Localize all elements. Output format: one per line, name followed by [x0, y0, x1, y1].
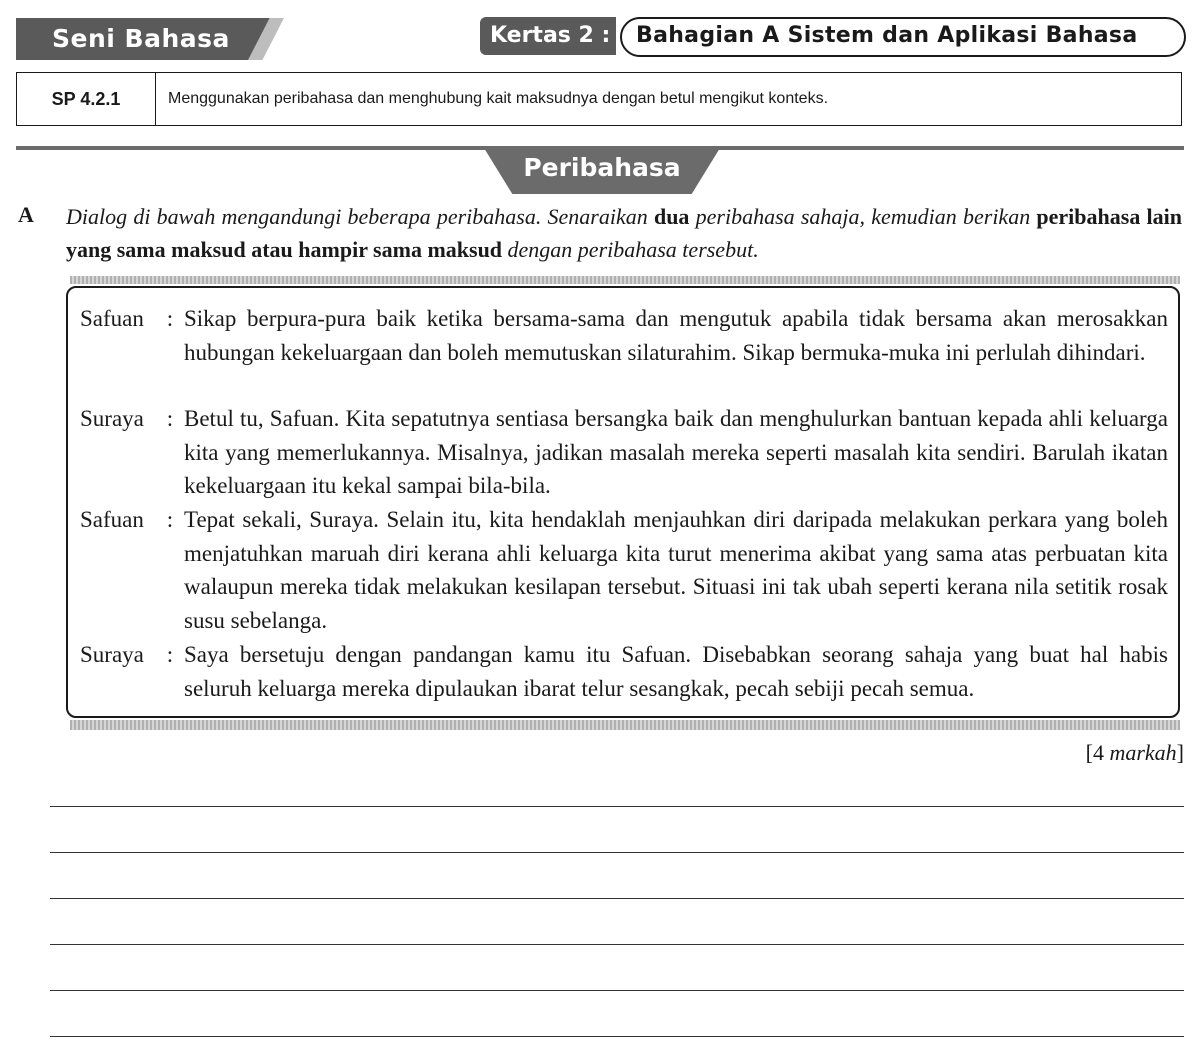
- dialog-shadow-bottom: [70, 720, 1180, 730]
- dialog-shadow-top: [70, 276, 1180, 284]
- topic-title: Peribahasa: [523, 153, 681, 182]
- dialog-line: Safuan : Sikap berpura-pura baik ketika bersama-sama dan mengutuk apabila tidak bersama akan merosakkan hubungan kekeluargaan dan boleh memutuskan silaturahim. Sikap bermuka-muka ini perlulah dihindari.: [80, 302, 1168, 369]
- paper-label: Kertas 2 :: [490, 23, 611, 48]
- question-letter: A: [18, 202, 34, 227]
- dialog-text: Tepat sekali, Suraya. Selain itu, kita hendaklah menjauhkan diri daripada melakukan perkara yang boleh menjatuhkan maruah diri kerana ahli keluarga kita turut menerima akibat yang sama atas perbuatan kita walaupun mereka tidak melakukan kesilapan tersebut. Situasi ini tak ubah seperti kerana nila setitik rosak susu sebelanga.: [184, 507, 1168, 633]
- dialog-line: Suraya : Saya bersetuju dengan pandangan kamu itu Safuan. Disebabkan seorang sahaja yang buat hal habis seluruh keluarga mereka dipulaukan ibarat telur sesangkak, pecah sebiji pecah semua.: [80, 638, 1168, 705]
- question-emphasis-task: peribahasa lain yang sama maksud atau hampir sama maksud: [66, 204, 1183, 262]
- dialog-text: Sikap berpura-pura baik ketika bersama-sama dan mengutuk apabila tidak bersama akan merosakkan hubungan kekeluargaan dan boleh memutuskan silaturahim. Sikap bermuka-muka ini perlulah dihindari.: [184, 306, 1168, 365]
- question-emphasis-count: dua: [653, 204, 690, 229]
- answer-line[interactable]: [50, 944, 1184, 945]
- answer-line[interactable]: [50, 806, 1184, 807]
- standard-description: Menggunakan peribahasa dan menghubung kait maksudnya dengan betul mengikut konteks.: [168, 90, 829, 107]
- dialog-speaker: Suraya: [80, 642, 144, 667]
- standard-table: [16, 72, 1182, 126]
- subject-label: Seni Bahasa: [52, 24, 230, 53]
- dialog-text: Betul tu, Safuan. Kita sepatutnya sentiasa bersangka baik dan menghulurkan bantuan kepada ahli keluarga kita yang memerlukannya. Misalnya, jadikan masalah mereka seperti masalah kita sendiri. Barulah ikatan kekeluargaan itu kekal sampai bila-bila.: [184, 406, 1168, 499]
- dialog-speaker: Suraya: [80, 406, 144, 431]
- dialog-line: Safuan : Tepat sekali, Suraya. Selain itu, kita hendaklah menjauhkan diri daripada melakukan perkara yang boleh menjatuhkan maruah diri kerana ahli keluarga kita turut menerima akibat yang sama atas perbuatan kita walaupun mereka tidak melakukan kesilapan tersebut. Situasi ini tak ubah seperti kerana nila setitik rosak susu sebelanga.: [80, 503, 1168, 637]
- marks-label: [4 markah]: [1085, 740, 1184, 765]
- dialog-line: Suraya : Betul tu, Safuan. Kita sepatutnya sentiasa bersangka baik dan menghulurkan bantuan kepada ahli keluarga kita yang memerlukannya. Misalnya, jadikan masalah mereka seperti masalah kita sendiri. Barulah ikatan kekeluargaan itu kekal sampai bila-bila.: [80, 402, 1168, 503]
- question-instruction: Dialog di bawah mengandungi beberapa peribahasa. Senaraikan dua peribahasa sahaja, kemudian berikan peribahasa lain yang sama maksud atau hampir sama maksud dengan peribahasa tersebut.: [66, 204, 1183, 262]
- answer-line[interactable]: [50, 898, 1184, 899]
- answer-line[interactable]: [50, 990, 1184, 991]
- dialog-speaker: Safuan: [80, 306, 144, 331]
- standard-code: SP 4.2.1: [17, 73, 156, 125]
- answer-line[interactable]: [50, 852, 1184, 853]
- answer-line[interactable]: [50, 1036, 1184, 1037]
- dialog-speaker: Safuan: [80, 507, 144, 532]
- dialog-text: Saya bersetuju dengan pandangan kamu itu Safuan. Disebabkan seorang sahaja yang buat hal habis seluruh keluarga mereka dipulaukan ibarat telur sesangkak, pecah sebiji pecah semua.: [184, 642, 1168, 701]
- section-label: Bahagian A Sistem dan Aplikasi Bahasa: [636, 23, 1138, 48]
